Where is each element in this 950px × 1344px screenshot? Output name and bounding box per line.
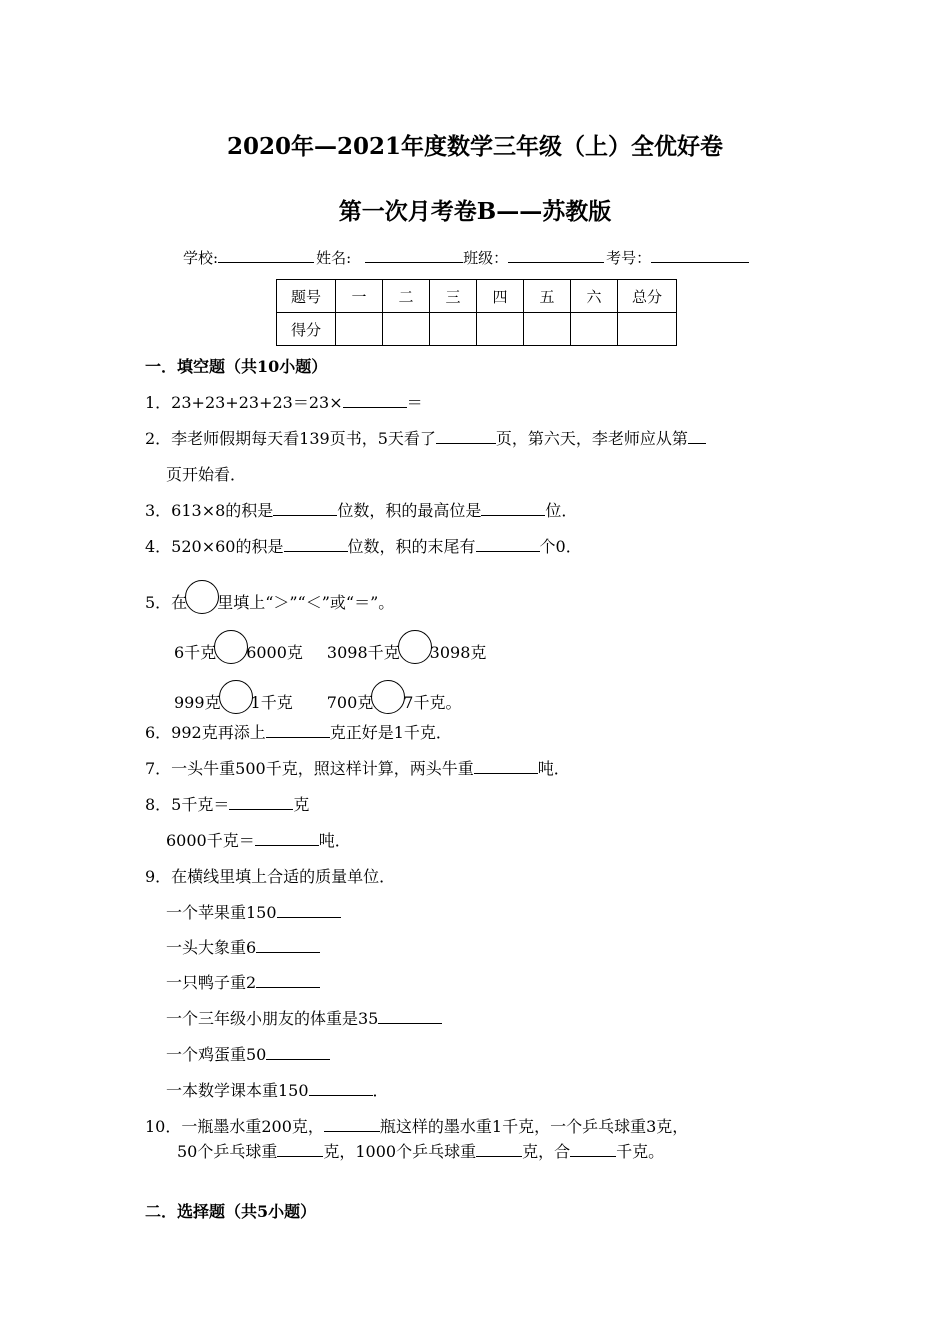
q10-blank-3[interactable] [476,1142,522,1157]
score-table-cell: 四 [477,280,524,313]
score-input-cell[interactable] [618,313,677,346]
question-5 [145,580,394,614]
q10-text-6: 千克。 [616,1142,665,1161]
q7-tail: 吨． [537,759,570,778]
q9-item [166,1078,389,1101]
q4-tail: 个0． [539,537,582,556]
q10-line-2 [177,1139,664,1162]
q5-text-2: 里填上“＞”“＜”或“＝”。 [217,593,395,612]
q10-text-5: 克，合 [522,1142,571,1161]
q2-continuation: 页开始看． [166,465,247,484]
q2-text-2: 页，第六天，李老师应从第 [495,429,688,448]
q3-blank-2[interactable] [481,501,545,516]
q5-r2-d: 7千克。 [403,693,462,712]
q10-blank-1[interactable] [324,1117,380,1132]
number-label: 考号： [606,249,652,267]
school-label: 学校: [183,249,219,267]
question-8 [145,792,309,815]
q3-text-2: 位数，积的最高位是 [337,501,482,520]
score-table-cell: 总分 [618,280,677,313]
q9-blank[interactable] [309,1081,373,1096]
score-input-cell[interactable] [430,313,477,346]
q8-blank-1[interactable] [229,795,293,810]
q9-item-text: 一只鸭子重2 [166,973,257,992]
q5-text: 5．在 [145,593,188,612]
q9-blank[interactable] [378,1009,442,1024]
page-title: 2020年—2021年度数学三年级（上）全优好卷 [226,133,724,160]
q10-text: 10．一瓶墨水重200克， [145,1117,324,1136]
q9-item-text: 一个三年级小朋友的体重是35 [166,1009,379,1028]
score-input-cell[interactable] [524,313,571,346]
q2-blank-2[interactable] [688,429,706,444]
class-field[interactable] [508,248,604,263]
q9-item-text: 一头大象重6 [166,938,257,957]
q5-r2-b: 1千克 [250,693,293,712]
section2-heading: 二．选择题（共5小题） [145,1202,317,1221]
question-3 [145,498,577,521]
score-input-cell[interactable] [477,313,524,346]
q10-blank-4[interactable] [570,1142,616,1157]
q5-row-2 [174,680,461,714]
q5-r1-d: 3098克 [429,643,487,662]
compare-circle[interactable] [214,630,248,664]
q5-r1-a: 6千克 [174,643,217,662]
score-table-header-row [277,280,677,313]
score-table-cell: 二 [383,280,430,313]
q1-text: 1．23+23+23+23＝23× [145,393,343,412]
score-table-score-row [277,313,677,346]
q4-text: 4．520×60的积是 [145,537,284,556]
school-field[interactable] [218,248,314,263]
q5-row-1 [174,630,486,664]
q10-text-4: 克，1000个乒乓球重 [323,1142,477,1161]
q9-tail: ． [372,1081,389,1100]
q6-blank[interactable] [266,723,330,738]
q4-blank-1[interactable] [284,537,348,552]
q8-tail-2: 吨． [318,831,351,850]
q1-blank[interactable] [343,393,407,408]
question-1 [145,390,423,413]
q9-blank[interactable] [266,1045,330,1060]
number-field[interactable] [651,248,749,263]
page-subtitle: 第一次月考卷B——苏教版 [338,198,612,225]
q9-item-text: 一个苹果重150 [166,903,277,922]
q3-blank-1[interactable] [273,501,337,516]
q8-line-2 [166,828,351,851]
q9-item-text: 一本数学课本重150 [166,1081,309,1100]
name-label: 姓名: [316,249,352,267]
q6-text: 6．992克再添上 [145,723,266,742]
score-input-cell[interactable] [383,313,430,346]
score-table-cell: 六 [571,280,618,313]
name-field[interactable] [365,248,463,263]
score-input-cell[interactable] [336,313,383,346]
score-input-cell[interactable] [571,313,618,346]
q5-r1-c: 3098千克 [326,643,400,662]
circle-icon [185,580,219,614]
q3-text: 3．613×8的积是 [145,501,274,520]
q10-text-3: 50个乒乓球重 [177,1142,278,1161]
q10-blank-2[interactable] [277,1142,323,1157]
q9-item [166,1042,330,1065]
compare-circle[interactable] [398,630,432,664]
q8-text-2: 6000千克＝ [166,831,255,850]
q8-tail: 克 [293,795,310,814]
q5-r2-c: 700克 [326,693,374,712]
class-label: 班级： [463,249,509,267]
score-table-cell: 一 [336,280,383,313]
student-info-row [183,247,749,268]
compare-circle[interactable] [219,680,253,714]
q1-tail: ＝ [406,393,423,412]
q7-text: 7．一头牛重500千克，照这样计算，两头牛重 [145,759,474,778]
q8-text: 8．5千克＝ [145,795,230,814]
q7-blank[interactable] [474,759,538,774]
compare-circle[interactable] [371,680,405,714]
q6-tail: 克正好是1千克． [329,723,452,742]
section1-heading: 一．填空题（共10小题） [145,357,328,376]
question-10 [145,1114,688,1137]
score-table-cell: 得分 [277,313,336,346]
q10-text-2: 瓶这样的墨水重1千克，一个乒乓球重3克， [379,1117,689,1136]
q4-blank-2[interactable] [476,537,540,552]
score-table-cell: 五 [524,280,571,313]
question-4 [145,534,582,557]
question-7 [145,756,570,779]
q9-item-text: 一个鸡蛋重50 [166,1045,267,1064]
score-table [276,279,677,346]
q4-text-2: 位数，积的末尾有 [347,537,476,556]
q9-blank[interactable] [256,938,320,953]
q9-item [166,1006,442,1029]
question-2 [145,426,706,449]
q9-item [166,935,320,958]
q2-blank-1[interactable] [436,429,496,444]
question-9: 9．在横线里填上合适的质量单位． [145,867,396,886]
q2-text: 2．李老师假期每天看139页书，5天看了 [145,429,436,448]
question-6 [145,720,452,743]
q9-item [166,970,320,993]
q9-blank[interactable] [256,973,320,988]
score-table-cell: 题号 [277,280,336,313]
q3-tail: 位． [545,501,578,520]
q8-blank-2[interactable] [255,831,319,846]
q5-r1-b: 6000克 [246,643,303,662]
q9-blank[interactable] [277,903,341,918]
q5-r2-a: 999克 [174,693,221,712]
score-table-cell: 三 [430,280,477,313]
q9-item [166,900,341,923]
